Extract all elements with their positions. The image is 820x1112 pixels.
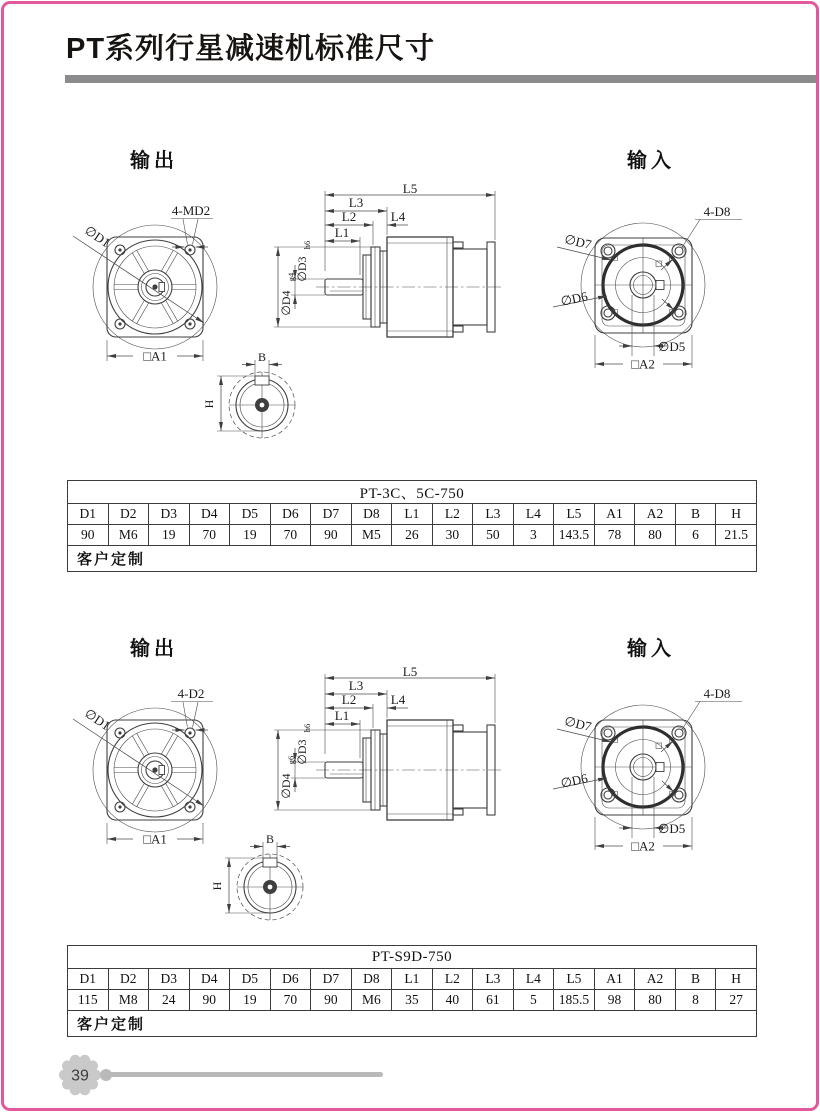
dim-label-d6: ∅D6	[559, 288, 589, 309]
output-view-title: 输出	[130, 638, 178, 660]
table-header-cell: H	[716, 504, 757, 525]
dim-label-d5: ∅D5	[658, 821, 686, 836]
dim-label-l2: L2	[341, 692, 357, 707]
table-footer-row	[68, 1011, 757, 1037]
section-pt-3c-5c	[0, 130, 820, 580]
table-value-cell: 80	[635, 990, 676, 1011]
dim-label-l2: L2	[341, 209, 357, 224]
table-header-cell: L1	[392, 504, 433, 525]
dim-label-output-holes: 4-MD2	[171, 203, 211, 218]
table-value-cell: 8	[675, 990, 716, 1011]
dim-label-l5: L5	[402, 181, 418, 196]
table-value-row	[68, 990, 757, 1011]
table-header-cell: D5	[230, 504, 271, 525]
table-header-cell: A1	[594, 969, 635, 990]
dim-label-input-holes: 4-D8	[703, 204, 731, 219]
table-header-cell: D1	[68, 504, 109, 525]
input-front-view-drawing	[545, 200, 765, 380]
table-header-cell: L3	[473, 504, 514, 525]
table-value-cell: 21.5	[716, 525, 757, 546]
side-view-drawing	[270, 181, 510, 350]
table-header-cell: H	[716, 969, 757, 990]
table-header-cell: D2	[108, 969, 149, 990]
dim-label-l1: L1	[334, 708, 350, 723]
footer-decorative-line	[106, 1072, 383, 1077]
table-header-cell: A1	[594, 504, 635, 525]
table-value-cell: 70	[270, 525, 311, 546]
table-value-cell: 5	[513, 990, 554, 1011]
table-value-cell: 19	[230, 525, 271, 546]
dim-label-d4: ∅D4	[279, 773, 293, 799]
dim-label-d3: ∅D3	[295, 256, 309, 282]
table-header-row	[68, 504, 757, 525]
table-value-cell: 70	[270, 990, 311, 1011]
dim-label-d4-tolerance: g4	[286, 272, 296, 282]
input-front-view-drawing	[545, 682, 765, 862]
side-view-drawing	[270, 664, 510, 833]
table-header-cell: B	[675, 969, 716, 990]
table-header-cell: L5	[554, 969, 595, 990]
input-view-title: 输入	[627, 150, 675, 172]
table-value-cell: 115	[68, 990, 109, 1011]
dim-label-b: B	[257, 350, 267, 364]
table-header-cell: D6	[270, 504, 311, 525]
dim-label-d1: ∅D1	[82, 705, 113, 734]
table-value-cell: 27	[716, 990, 757, 1011]
dim-label-d1: ∅D1	[82, 222, 113, 251]
table-value-cell: M6	[108, 525, 149, 546]
table-header-cell: D7	[311, 504, 352, 525]
table-value-cell: 78	[594, 525, 635, 546]
table-footer-row	[68, 546, 757, 572]
table-value-cell: 6	[675, 525, 716, 546]
page-number: 39	[71, 1067, 89, 1085]
table-value-cell: 40	[432, 990, 473, 1011]
table-value-cell: 26	[392, 525, 433, 546]
table-value-cell: 80	[635, 525, 676, 546]
table-value-cell: 90	[189, 990, 230, 1011]
dim-label-h: H	[202, 399, 216, 409]
table-header-cell: A2	[635, 504, 676, 525]
table-header-cell: L4	[513, 969, 554, 990]
table-header-cell: L4	[513, 504, 554, 525]
table-value-cell: 35	[392, 990, 433, 1011]
dim-label-l5: L5	[402, 664, 418, 679]
table-footer-note: 客户定制	[68, 546, 757, 572]
dim-label-d7: ∅D7	[563, 231, 594, 253]
dim-label-d3-tolerance: h6	[302, 240, 312, 250]
output-front-view-drawing	[45, 683, 265, 858]
dim-label-d4-tolerance: g6	[286, 755, 296, 765]
dim-label-l3: L3	[348, 195, 364, 210]
table-header-cell: D4	[189, 969, 230, 990]
dim-label-d3: ∅D3	[295, 739, 309, 765]
table-header-cell: D1	[68, 969, 109, 990]
table-value-cell: 3	[513, 525, 554, 546]
table-value-cell: 19	[230, 990, 271, 1011]
table-header-cell: D5	[230, 969, 271, 990]
table-value-cell: 143.5	[554, 525, 595, 546]
dim-label-d7: ∅D7	[563, 713, 594, 735]
table-title-row	[68, 946, 757, 969]
table-title-row	[68, 481, 757, 504]
table-header-cell: L3	[473, 969, 514, 990]
table-header-row	[68, 969, 757, 990]
dim-label-d6: ∅D6	[559, 770, 589, 791]
table-header-cell: D6	[270, 969, 311, 990]
dim-label-l1: L1	[334, 225, 350, 240]
table-value-cell: 98	[594, 990, 635, 1011]
table-header-cell: B	[675, 504, 716, 525]
table-value-cell: 50	[473, 525, 514, 546]
dim-label-h: H	[210, 881, 224, 891]
table-header-cell: D3	[149, 504, 190, 525]
dim-label-d4: ∅D4	[279, 290, 293, 316]
table-value-cell: M8	[108, 990, 149, 1011]
table-title: PT-S9D-750	[68, 946, 757, 969]
table-title: PT-3C、5C-750	[68, 481, 757, 504]
table-header-cell: L2	[432, 969, 473, 990]
table-header-cell: A2	[635, 969, 676, 990]
table-value-cell: 90	[311, 990, 352, 1011]
table-value-cell: 90	[311, 525, 352, 546]
table-value-cell: 19	[149, 525, 190, 546]
table-value-cell: 24	[149, 990, 190, 1011]
table-value-cell: M6	[351, 990, 392, 1011]
dimension-table	[67, 945, 757, 1037]
table-header-cell: L2	[432, 504, 473, 525]
table-header-cell: D7	[311, 969, 352, 990]
table-header-cell: D4	[189, 504, 230, 525]
table-value-cell: 70	[189, 525, 230, 546]
table-value-cell: 185.5	[554, 990, 595, 1011]
dim-label-d3-tolerance: h6	[302, 723, 312, 733]
shaft-section-view-drawing	[204, 351, 319, 451]
shaft-section-view-drawing	[212, 833, 327, 933]
table-header-cell: L1	[392, 969, 433, 990]
table-footer-note: 客户定制	[68, 1011, 757, 1037]
table-header-cell: D8	[351, 504, 392, 525]
table-value-cell: M5	[351, 525, 392, 546]
dim-label-input-holes: 4-D8	[703, 686, 731, 701]
section-pt-s9d	[0, 615, 820, 1045]
dim-label-a2: □A2	[631, 356, 655, 372]
table-value-cell: 61	[473, 990, 514, 1011]
table-value-cell: 90	[68, 525, 109, 546]
table-header-cell: L5	[554, 504, 595, 525]
page-title: PT系列行星减速机标准尺寸	[66, 33, 436, 65]
dim-label-a1: □A1	[143, 348, 167, 364]
table-value-cell: 30	[432, 525, 473, 546]
table-value-row	[68, 525, 757, 546]
table-header-cell: D3	[149, 969, 190, 990]
dim-label-b: B	[265, 832, 275, 846]
dim-label-l4: L4	[390, 209, 406, 224]
dimension-table	[67, 480, 757, 572]
dim-label-d5: ∅D5	[658, 339, 686, 354]
dim-label-a2: □A2	[631, 838, 655, 854]
title-underline-bar	[65, 75, 816, 83]
input-view-title: 输入	[627, 638, 675, 660]
output-view-title: 输出	[130, 150, 178, 172]
dim-label-l4: L4	[390, 692, 406, 707]
table-header-cell: D8	[351, 969, 392, 990]
dim-label-a1: □A1	[143, 831, 167, 847]
output-front-view-drawing	[45, 200, 265, 375]
dim-label-output-holes: 4-D2	[177, 686, 205, 701]
table-header-cell: D2	[108, 504, 149, 525]
dim-label-l3: L3	[348, 678, 364, 693]
